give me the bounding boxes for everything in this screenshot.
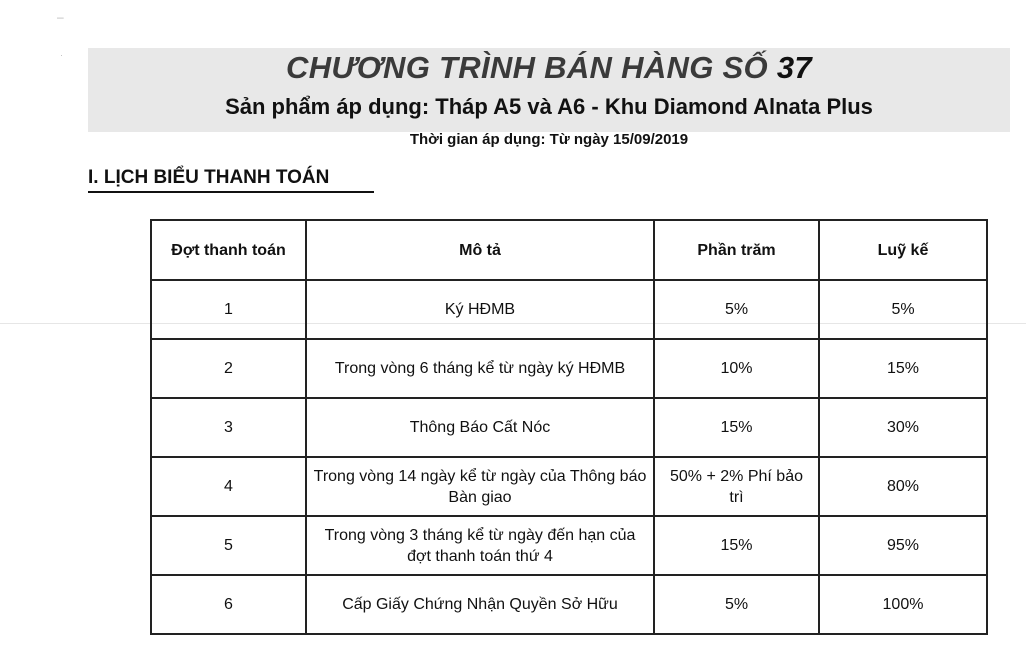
header-percent: Phần trăm bbox=[654, 220, 819, 280]
cell-percent: 50% + 2% Phí bảo trì bbox=[654, 457, 819, 516]
cell-cumulative: 5% bbox=[819, 280, 987, 339]
table-header-row bbox=[151, 220, 987, 280]
header-cumulative: Luỹ kế bbox=[819, 220, 987, 280]
cell-installment: 4 bbox=[151, 457, 306, 516]
cell-description: Trong vòng 6 tháng kể từ ngày ký HĐMB bbox=[306, 339, 654, 398]
table-row bbox=[151, 339, 987, 398]
cell-description: Trong vòng 3 tháng kể từ ngày đến hạn của đợt thanh toán thứ 4 bbox=[306, 516, 654, 575]
cell-percent: 10% bbox=[654, 339, 819, 398]
cell-installment: 6 bbox=[151, 575, 306, 634]
cell-cumulative: 95% bbox=[819, 516, 987, 575]
cell-description: Ký HĐMB bbox=[306, 280, 654, 339]
header-installment: Đợt thanh toán bbox=[151, 220, 306, 280]
document-subtitle: Sản phẩm áp dụng: Tháp A5 và A6 - Khu Diamond Alnata Plus bbox=[225, 94, 873, 119]
title-main: CHƯƠNG TRÌNH BÁN HÀNG SỐ bbox=[286, 50, 768, 85]
section-heading: I. LỊCH BIỂU THANH TOÁN bbox=[88, 167, 374, 193]
table-row bbox=[151, 575, 987, 634]
cell-installment: 1 bbox=[151, 280, 306, 339]
cell-percent: 5% bbox=[654, 575, 819, 634]
cell-percent: 5% bbox=[654, 280, 819, 339]
cell-cumulative: 15% bbox=[819, 339, 987, 398]
cell-installment: 3 bbox=[151, 398, 306, 457]
table-row bbox=[151, 457, 987, 516]
document-title bbox=[88, 50, 1010, 86]
application-period: Thời gian áp dụng: Từ ngày 15/09/2019 bbox=[409, 131, 689, 148]
cell-description: Cấp Giấy Chứng Nhận Quyền Sở Hữu bbox=[306, 575, 654, 634]
scan-mark: · bbox=[60, 50, 63, 60]
cell-cumulative: 100% bbox=[819, 575, 987, 634]
table-row bbox=[151, 280, 987, 339]
cell-cumulative: 30% bbox=[819, 398, 987, 457]
table-row bbox=[151, 398, 987, 457]
cell-cumulative: 80% bbox=[819, 457, 987, 516]
table-row bbox=[151, 516, 987, 575]
payment-schedule-table bbox=[150, 219, 988, 635]
cell-percent: 15% bbox=[654, 516, 819, 575]
header-description: Mô tả bbox=[306, 220, 654, 280]
cell-installment: 5 bbox=[151, 516, 306, 575]
cell-percent: 15% bbox=[654, 398, 819, 457]
cell-installment: 2 bbox=[151, 339, 306, 398]
cell-description: Trong vòng 14 ngày kể từ ngày của Thông báo Bàn giao bbox=[306, 457, 654, 516]
cell-description: Thông Báo Cất Nóc bbox=[306, 398, 654, 457]
title-number: 37 bbox=[776, 50, 812, 85]
scan-mark: – bbox=[57, 10, 64, 24]
